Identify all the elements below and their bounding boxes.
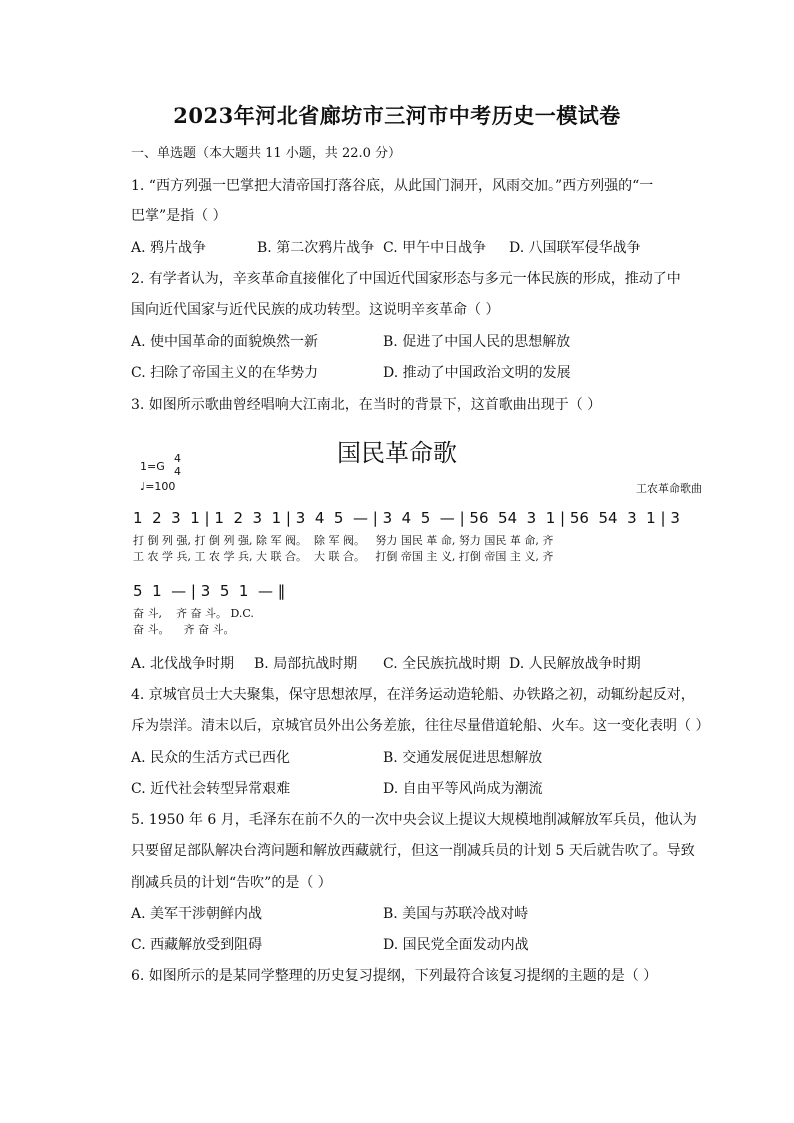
q4-stem-line2: 斥为崇洋。清末以后，京城官员外出公务差旅，往往尽量借道轮船、火车。这一变化表明（ ） [131, 718, 710, 734]
section-heading: 一、单选题（本大题共 11 小题，共 22.0 分） [131, 146, 402, 161]
q2-option-d: D. 推动了中国政治文明的发展 [383, 365, 571, 381]
q4-option-a: A. 民众的生活方式已西化 [131, 750, 291, 766]
song-title: 国民革命歌 [337, 439, 457, 467]
score-row2-notes: 5 1 — | 3 5 1 — ‖ [133, 582, 286, 600]
q1-stem-line1: 1. “西方列强一巴掌把大清帝国打落谷底，从此国门洞开，风雨交加。”西方列强的“一 [131, 178, 654, 194]
q2-option-c: C. 扫除了帝国主义的在华势力 [131, 365, 319, 381]
score-row2-lyric1: 奋 斗, 齐 奋 斗。 D.C. [133, 607, 254, 620]
q4-stem-line1: 4. 京城官员士大夫聚集，保守思想浓厚，在洋务运动造轮船、办铁路之初，动辄纷起反对， [131, 687, 695, 703]
score-row1-lyric1: 打 倒 列 强, 打 倒 列 强, 除 军 阀。 除 军 阀。 努力 国民 革 命, 努力 国民 革 命, 齐 [133, 534, 554, 547]
quarter-note-icon: ♩ [140, 480, 146, 493]
q4-option-b: B. 交通发展促进思想解放 [383, 750, 543, 766]
q2-option-b: B. 促进了中国人民的思想解放 [383, 334, 571, 350]
q3-option-d: D. 人民解放战争时期 [509, 656, 641, 672]
q1-stem-line2: 巴掌”是指（ ） [131, 208, 227, 224]
q3-option-b: B. 局部抗战时期 [254, 656, 358, 672]
tempo-value: =100 [145, 480, 176, 493]
tempo-mark [140, 480, 175, 493]
q5-option-d: D. 国民党全面发动内战 [383, 937, 529, 953]
q5-option-b: B. 美国与苏联冷战对峙 [383, 906, 529, 922]
q5-stem-line3: 削减兵员的计划“告吹”的是（ ） [131, 875, 332, 891]
q2-stem-line2: 国向近代国家与近代民族的成功转型。这说明辛亥革命（ ） [131, 302, 500, 318]
q2-stem-line1: 2. 有学者认为，辛亥革命直接催化了中国近代国家形态与多元一体民族的形成，推动了中 [131, 271, 681, 287]
song-source: 工农革命歌曲 [636, 482, 702, 495]
q5-option-c: C. 西藏解放受到阻碍 [131, 937, 263, 953]
q1-option-a: A. 鸦片战争 [131, 240, 207, 256]
q4-option-d: D. 自由平等风尚成为潮流 [383, 781, 543, 797]
q5-stem-line1: 5. 1950 年 6 月，毛泽东在前不久的一次中央会议上提议大规模地削减解放军兵员，他认为 [131, 812, 697, 828]
q1-option-c: C. 甲午中日战争 [383, 240, 487, 256]
q3-option-a: A. 北伐战争时期 [131, 656, 235, 672]
score-row1-notes: 1 2 3 1 | 1 2 3 1 | 3 4 5 — | 3 4 5 — | 56 54 3 1 | 56 54 3 1 | 3 [133, 509, 680, 527]
q1-option-b: B. 第二次鸦片战争 [257, 240, 375, 256]
q6-stem-line1: 6. 如图所示的是某同学整理的历史复习提纲，下列最符合该复习提纲的主题的是（ ） [131, 968, 658, 984]
q3-option-c: C. 全民族抗战时期 [383, 656, 501, 672]
q5-stem-line2: 只要留足部队解决台湾问题和解放西藏就行，但这一削减兵员的计划 5 天后就告吹了。导致 [131, 843, 695, 859]
score-row2-lyric2: 奋 斗。 齐 奋 斗。 [133, 623, 235, 636]
time-signature-bottom: 4 [174, 465, 181, 478]
song-key: 1=G [140, 460, 165, 473]
q2-option-a: A. 使中国革命的面貌焕然一新 [131, 334, 319, 350]
q4-option-c: C. 近代社会转型异常艰难 [131, 781, 291, 797]
score-row1-lyric2: 工 农 学 兵, 工 农 学 兵, 大 联 合。 大 联 合。 打倒 帝国 主 义, 打倒 帝国 主 义, 齐 [133, 550, 554, 563]
q1-option-d: D. 八国联军侵华战争 [509, 240, 641, 256]
q3-stem-line1: 3. 如图所示歌曲曾经唱响大江南北，在当时的背景下，这首歌曲出现于（ ） [131, 397, 602, 413]
time-signature-top: 4 [174, 452, 181, 465]
exam-title: 2023年河北省廊坊市三河市中考历史一模试卷 [173, 103, 621, 128]
q5-option-a: A. 美军干涉朝鲜内战 [131, 906, 263, 922]
